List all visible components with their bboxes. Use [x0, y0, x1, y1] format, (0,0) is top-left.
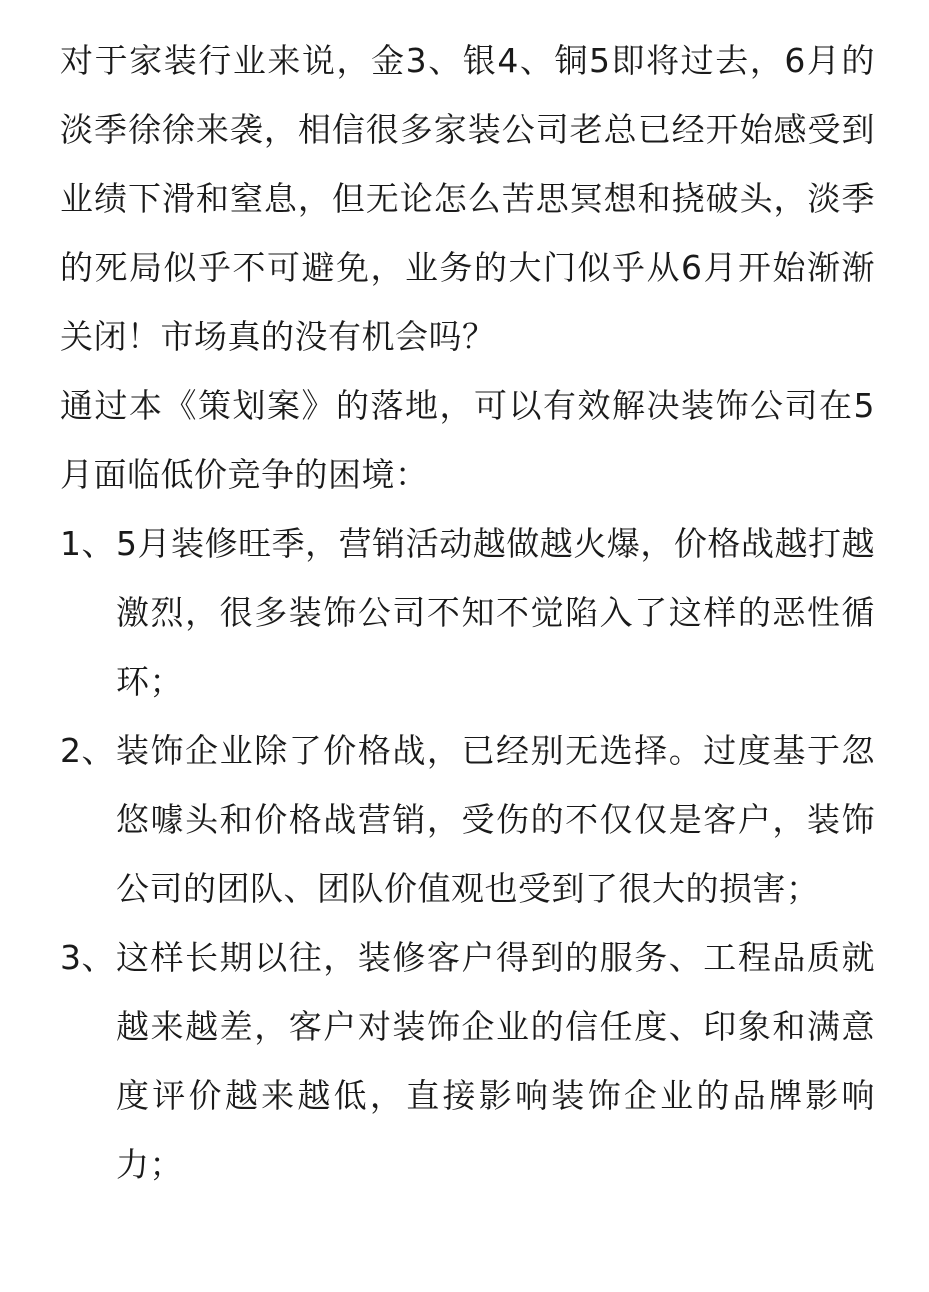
list-item: [60, 923, 875, 1199]
list-item-number: 1、: [60, 524, 115, 563]
intro-paragraph: 对于家装行业来说，金3、银4、铜5即将过去，6月的淡季徐徐来袭，相信很多家装公司老总已经开始感受到业绩下滑和窒息，但无论怎么苦思冥想和挠破头，淡季的死局似乎不可避免，业务的大门似乎从6月开始渐渐关闭！市场真的没有机会吗？: [60, 41, 875, 356]
list-item-text: 这样长期以往，装修客户得到的服务、工程品质就越来越差，客户对装饰企业的信任度、印象和满意度评价越来越低，直接影响装饰企业的品牌影响力；: [116, 938, 875, 1184]
list-item-text: 5月装修旺季，营销活动越做越火爆，价格战越打越激烈，很多装饰公司不知不觉陷入了这样的恶性循环；: [116, 524, 875, 701]
problem-list: [60, 509, 875, 1199]
list-item-text: 装饰企业除了价格战，已经别无选择。过度基于忽悠噱头和价格战营销，受伤的不仅仅是客户，装饰公司的团队、团队价值观也受到了很大的损害；: [116, 731, 875, 908]
list-item-number: 2、: [60, 731, 115, 770]
list-item: [60, 509, 875, 716]
article-body: [60, 26, 875, 1199]
list-item: [60, 716, 875, 923]
list-item-number: 3、: [60, 938, 115, 977]
purpose-paragraph: 通过本《策划案》的落地，可以有效解决装饰公司在5月面临低价竞争的困境：: [60, 386, 875, 494]
